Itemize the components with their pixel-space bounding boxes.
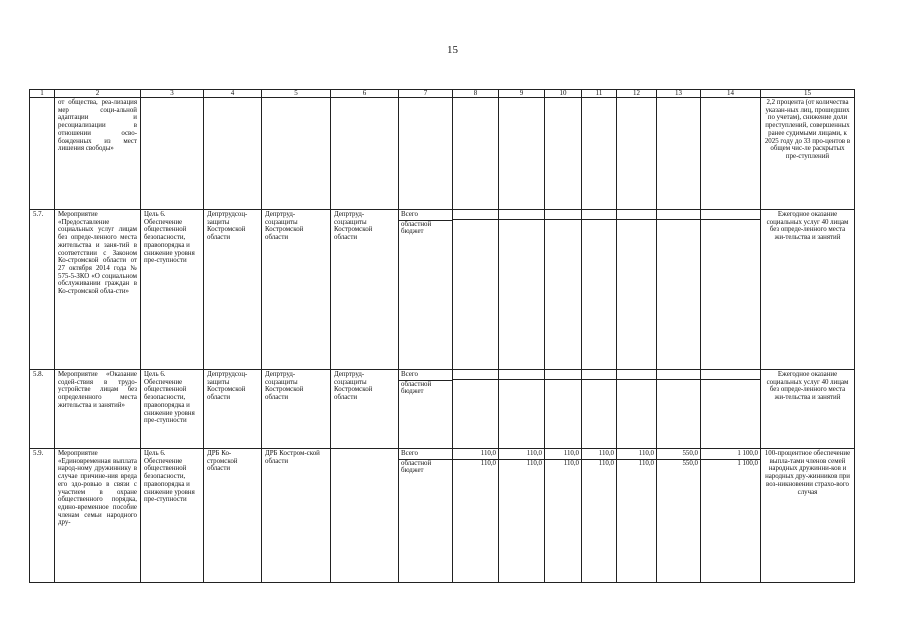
value-regional: 1 100,0 xyxy=(737,459,758,467)
executor: Депртрудсоц-защиты Костромской области xyxy=(204,370,262,449)
value-total: 110,0 xyxy=(499,449,544,460)
table-row xyxy=(30,98,855,210)
funding-source xyxy=(399,449,453,583)
goal xyxy=(141,98,204,210)
value-cell xyxy=(545,98,582,210)
funding-total: Всего xyxy=(399,210,452,221)
event-name: Мероприятие «Единовременная выплата народ-ному дружиннику в случае причине-ния вреда его здо-ровью в связи с участием в охране общественного порядка, едино-временное пособие членам семьи народного дру- xyxy=(55,449,141,583)
expected-result: 100-процентное обеспечение выпла-тами членов семей народных дружинни-ков и народных дру-жинников при воз-никновении страхо-вого случая xyxy=(761,449,855,583)
funding-source xyxy=(399,370,453,449)
funding-total: Всего xyxy=(399,370,452,381)
value-cell xyxy=(545,210,582,370)
funding-source xyxy=(399,98,453,210)
row-number: 5.7. xyxy=(30,210,55,370)
header-cell: 4 xyxy=(204,90,262,98)
expected-result: Ежегодное оказание социальных услуг 40 лицам без опреде-ленного места жи-тельства и занятий xyxy=(761,370,855,449)
value-cell xyxy=(701,98,761,210)
value-cell xyxy=(657,210,701,370)
header-cell: 11 xyxy=(582,90,617,98)
value-cell xyxy=(453,98,499,210)
value-cell xyxy=(701,370,761,449)
value-cell xyxy=(617,210,657,370)
header-cell: 15 xyxy=(761,90,855,98)
co-executor xyxy=(262,98,331,210)
value-cell xyxy=(499,210,545,370)
co-executor: Депртруд-соцзащиты Костромской области xyxy=(262,210,331,370)
value-cell xyxy=(582,210,617,370)
table-row xyxy=(30,210,855,370)
value-cell xyxy=(657,98,701,210)
value-cell xyxy=(453,210,499,370)
value-regional: 110,0 xyxy=(563,459,579,467)
executor: ДРБ Ко-стромской области xyxy=(204,449,262,583)
value-cell xyxy=(657,370,701,449)
value-regional: 110,0 xyxy=(480,459,496,467)
row-number xyxy=(30,98,55,210)
value-regional: 110,0 xyxy=(598,459,614,467)
program-table xyxy=(29,89,855,583)
value-cell xyxy=(545,370,582,449)
value-cell xyxy=(582,370,617,449)
co-executor: Депртруд-соцзащиты Костромской области xyxy=(262,370,331,449)
funding-regional: областной бюджет xyxy=(401,380,432,396)
funding-regional: областной бюджет xyxy=(401,220,432,236)
value-cell xyxy=(657,449,701,583)
goal: Цель 6. Обеспечение общественной безопасности, правопорядка и снижение уровня пре-ступности xyxy=(141,370,204,449)
co-executor: Депртруд-соцзащиты Костромской области xyxy=(331,210,399,370)
value-cell xyxy=(617,370,657,449)
value-regional: 110,0 xyxy=(526,459,542,467)
row-number: 5.9. xyxy=(30,449,55,583)
event-name: Мероприятие «Предоставление социальных услуг лицам без опреде-ленного места жительства и заня-тий в соответствии с Законом Ко-стромской области от 27 октября 2014 года № 575-5-ЗКО «О социальном обслуживании граждан в Ко-стромской обла-сти» xyxy=(55,210,141,370)
funding-total: Всего xyxy=(399,449,452,460)
header-cell: 9 xyxy=(499,90,545,98)
value-total: 1 100,0 xyxy=(701,449,760,460)
value-cell xyxy=(499,370,545,449)
executor: Депртрудсоц-защиты Костромской области xyxy=(204,210,262,370)
table-row xyxy=(30,370,855,449)
value-cell xyxy=(617,449,657,583)
value-regional: 550,0 xyxy=(682,459,698,467)
funding-regional: областной бюджет xyxy=(401,459,432,475)
event-name: от общества, реа-лизация мер соци-альной адаптации и ресоциализации в отношении осво-божденных из мест лишения свободы» xyxy=(55,98,141,210)
value-cell xyxy=(499,449,545,583)
value-cell xyxy=(701,449,761,583)
value-total: 550,0 xyxy=(657,449,700,460)
header-cell: 7 xyxy=(399,90,453,98)
header-cell: 12 xyxy=(617,90,657,98)
value-cell xyxy=(453,449,499,583)
value-total: 110,0 xyxy=(545,449,581,460)
value-total: 110,0 xyxy=(453,449,498,460)
goal: Цель 6. Обеспечение общественной безопасности, правопорядка и снижение уровня пре-ступности xyxy=(141,210,204,370)
value-cell xyxy=(582,449,617,583)
header-cell: 10 xyxy=(545,90,582,98)
executor xyxy=(204,98,262,210)
goal: Цель 6. Обеспечение общественной безопасности, правопорядка и снижение уровня пре-ступности xyxy=(141,449,204,583)
header-cell: 8 xyxy=(453,90,499,98)
co-executor xyxy=(331,449,399,583)
row-number: 5.8. xyxy=(30,370,55,449)
value-cell xyxy=(453,370,499,449)
header-cell: 14 xyxy=(701,90,761,98)
value-cell xyxy=(545,449,582,583)
page-number: 15 xyxy=(447,44,458,56)
header-cell: 1 xyxy=(30,90,55,98)
header-cell: 2 xyxy=(55,90,141,98)
value-regional: 110,0 xyxy=(638,459,654,467)
value-total: 110,0 xyxy=(582,449,616,460)
value-cell xyxy=(499,98,545,210)
value-cell xyxy=(617,98,657,210)
value-cell xyxy=(701,210,761,370)
header-cell: 6 xyxy=(331,90,399,98)
co-executor xyxy=(331,98,399,210)
header-cell: 3 xyxy=(141,90,204,98)
value-cell xyxy=(582,98,617,210)
co-executor: Депртруд-соцзащиты Костромской области xyxy=(331,370,399,449)
expected-result: 2,2 процента (от количества указан-ных лиц, прошедших по учетам), снижение доли преступлений, совершенных ранее судимыми лицами, к 2025 году до 33 про-центов в общем чис-ле раскрытых пре-ступлений xyxy=(761,98,855,210)
event-name: Мероприятие «Оказание содей-ствия в трудо-устройстве лицам без определенного места жительства и занятий» xyxy=(55,370,141,449)
header-row xyxy=(30,90,855,98)
expected-result: Ежегодное оказание социальных услуг 40 лицам без опреде-ленного места жи-тельства и занятий xyxy=(761,210,855,370)
header-cell: 5 xyxy=(262,90,331,98)
value-total: 110,0 xyxy=(617,449,656,460)
co-executor: ДРБ Костром-ской области xyxy=(262,449,331,583)
header-cell: 13 xyxy=(657,90,701,98)
funding-source xyxy=(399,210,453,370)
table-row xyxy=(30,449,855,583)
